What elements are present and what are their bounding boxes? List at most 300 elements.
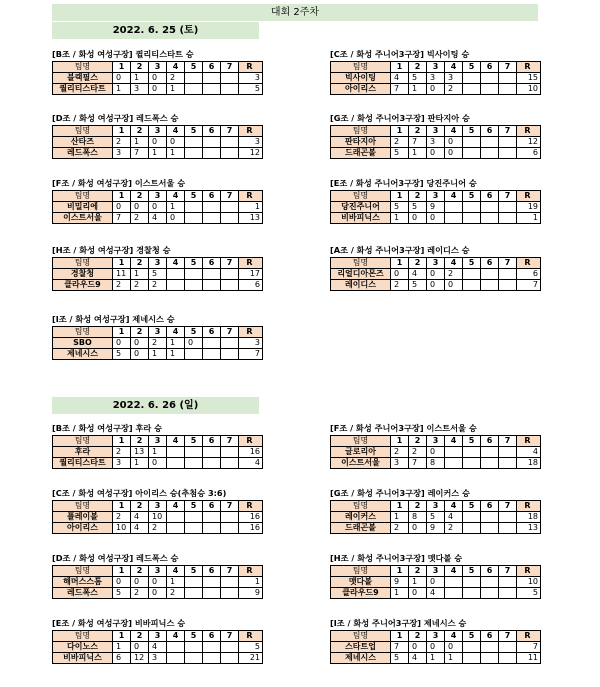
inning-header: 4 [445,436,463,447]
total-runs: 3 [239,73,263,84]
inning-score [463,447,481,458]
inning-score [221,577,239,588]
inning-score [445,577,463,588]
inning-score [221,588,239,599]
inning-score [221,148,239,159]
inning-score [499,84,517,95]
inning-header: 6 [481,436,499,447]
game-title: [E조 / 화성 주니어3구장] 당진주니어 승 [330,178,477,188]
runs-header: R [517,436,541,447]
inning-header: 4 [167,62,185,73]
inning-score [481,137,499,148]
inning-header: 2 [409,566,427,577]
inning-score: 8 [409,512,427,523]
inning-score: 2 [391,447,409,458]
inning-score: 2 [149,338,167,349]
inning-score: 2 [445,523,463,534]
inning-score: 4 [445,512,463,523]
inning-score [499,523,517,534]
score-table [330,565,541,599]
inning-score: 0 [445,148,463,159]
score-header-row [331,631,541,642]
team-row [331,642,541,653]
inning-score [203,458,221,469]
inning-score [185,137,203,148]
total-runs: 10 [517,84,541,95]
team-name: 블랙필스 [53,73,113,84]
inning-score [481,447,499,458]
inning-score [481,512,499,523]
team-row [331,213,541,224]
game-card [52,313,262,360]
game-title: [I조 / 화성 주니어3구장] 제네시스 승 [330,618,467,628]
inning-header: 2 [131,62,149,73]
inning-score: 1 [149,349,167,360]
team-column-header: 팀명 [53,327,113,338]
team-row [53,512,263,523]
inning-score [185,269,203,280]
inning-score: 7 [409,458,427,469]
inning-header: 5 [185,501,203,512]
inning-header: 7 [499,436,517,447]
inning-score: 2 [149,280,167,291]
runs-header: R [239,566,263,577]
inning-header: 4 [167,436,185,447]
inning-header: 5 [185,62,203,73]
team-row [331,512,541,523]
inning-score [499,458,517,469]
inning-score: 8 [427,458,445,469]
inning-header: 2 [131,327,149,338]
total-runs: 16 [239,447,263,458]
game-card [52,487,262,534]
inning-header: 1 [113,327,131,338]
game-title: [E조 / 화성 여성구장] 비바피닉스 승 [52,618,186,628]
inning-score: 0 [409,588,427,599]
inning-score [221,84,239,95]
inning-score: 5 [391,653,409,664]
total-runs: 17 [239,269,263,280]
inning-score [445,458,463,469]
inning-header: 6 [203,631,221,642]
team-column-header: 팀명 [53,566,113,577]
inning-header: 4 [445,501,463,512]
score-table [52,435,263,469]
team-row [53,269,263,280]
team-name: 경찰청 [53,269,113,280]
inning-score [203,653,221,664]
inning-header: 3 [149,327,167,338]
game-title: [A조 / 화성 주니어3구장] 레이디스 승 [330,245,470,255]
inning-score [481,523,499,534]
inning-score [481,588,499,599]
inning-header: 6 [203,327,221,338]
inning-score [185,349,203,360]
score-table [52,257,263,291]
inning-score: 1 [167,148,185,159]
game-card [52,422,262,469]
team-row [53,642,263,653]
team-column-header: 팀명 [331,501,391,512]
inning-score: 0 [149,84,167,95]
inning-header: 1 [113,62,131,73]
inning-header: 6 [203,126,221,137]
inning-header: 5 [463,62,481,73]
inning-header: 3 [427,501,445,512]
inning-score: 1 [409,84,427,95]
inning-score [203,447,221,458]
inning-score: 2 [113,137,131,148]
team-name: 레드폭스 [53,148,113,159]
inning-header: 4 [167,327,185,338]
inning-score: 3 [113,458,131,469]
inning-score: 0 [409,523,427,534]
inning-header: 4 [445,191,463,202]
inning-score: 5 [391,202,409,213]
inning-header: 2 [131,436,149,447]
date-header: 2022. 6. 26 (일) [52,397,259,414]
team-row [331,269,541,280]
inning-score: 6 [113,653,131,664]
inning-score: 2 [445,84,463,95]
inning-score [445,202,463,213]
inning-score: 13 [131,447,149,458]
inning-score [167,280,185,291]
inning-header: 2 [409,126,427,137]
inning-header: 3 [149,126,167,137]
inning-score [481,577,499,588]
team-name: 비밀리에 [53,202,113,213]
inning-header: 4 [445,62,463,73]
score-table [52,125,263,159]
team-name: 퀄리티스타트 [53,458,113,469]
runs-header: R [517,566,541,577]
inning-header: 6 [481,191,499,202]
inning-score [221,213,239,224]
inning-header: 4 [445,566,463,577]
inning-header: 7 [499,501,517,512]
team-name: 클라우드9 [53,280,113,291]
game-title: [H조 / 화성 여성구장] 경찰청 승 [52,245,171,255]
inning-header: 5 [463,631,481,642]
inning-score [463,269,481,280]
inning-score: 2 [131,280,149,291]
score-header-row [53,501,263,512]
inning-header: 5 [185,631,203,642]
inning-score: 5 [409,280,427,291]
team-name: 제네시스 [331,653,391,664]
team-column-header: 팀명 [53,631,113,642]
inning-score: 2 [113,280,131,291]
inning-header: 7 [499,258,517,269]
inning-header: 1 [391,566,409,577]
score-table [52,630,263,664]
inning-score [481,202,499,213]
inning-score: 4 [391,73,409,84]
inning-score: 1 [391,213,409,224]
inning-score: 0 [167,137,185,148]
team-name: 플레이볼 [53,512,113,523]
inning-score [499,148,517,159]
score-table [330,630,541,664]
inning-header: 6 [481,501,499,512]
score-header-row [331,501,541,512]
inning-score: 12 [131,653,149,664]
team-name: SBO [53,338,113,349]
score-header-row [53,436,263,447]
inning-score: 1 [409,148,427,159]
inning-score: 5 [427,512,445,523]
score-header-row [331,62,541,73]
inning-score [463,280,481,291]
inning-score [499,512,517,523]
inning-header: 3 [427,62,445,73]
team-column-header: 팀명 [53,191,113,202]
inning-score: 7 [391,642,409,653]
inning-score: 7 [409,137,427,148]
inning-score [203,349,221,360]
score-header-row [53,566,263,577]
team-row [331,148,541,159]
team-row [53,73,263,84]
game-title: [G조 / 화성 주니어3구장] 판타지아 승 [330,113,470,123]
inning-score [167,642,185,653]
inning-score [185,202,203,213]
score-header-row [331,191,541,202]
inning-score [203,338,221,349]
team-row [53,458,263,469]
inning-score: 1 [113,84,131,95]
inning-score: 2 [391,280,409,291]
total-runs: 11 [517,653,541,664]
inning-header: 3 [427,191,445,202]
game-title: [H조 / 화성 주니어3구장] 맷다볼 승 [330,553,463,563]
inning-header: 1 [113,191,131,202]
inning-score [221,642,239,653]
team-row [331,202,541,213]
inning-header: 7 [499,566,517,577]
team-name: 아이리스 [53,523,113,534]
score-table [330,500,541,534]
inning-header: 1 [391,501,409,512]
total-runs: 3 [239,137,263,148]
team-row [53,148,263,159]
inning-score: 2 [131,213,149,224]
team-row [331,458,541,469]
inning-header: 6 [203,62,221,73]
inning-score: 1 [391,588,409,599]
inning-score [203,148,221,159]
inning-score [481,213,499,224]
inning-score: 2 [445,269,463,280]
inning-score: 7 [391,84,409,95]
inning-header: 3 [427,258,445,269]
inning-score: 9 [427,202,445,213]
inning-score: 0 [409,213,427,224]
inning-score [481,269,499,280]
game-card [330,48,540,95]
inning-header: 5 [463,191,481,202]
team-row [331,588,541,599]
inning-score [221,349,239,360]
team-name: 제네시스 [53,349,113,360]
inning-score: 0 [427,269,445,280]
inning-score: 2 [113,512,131,523]
inning-score [203,84,221,95]
total-runs: 12 [239,148,263,159]
inning-score: 0 [445,280,463,291]
inning-score: 0 [391,269,409,280]
inning-score [185,642,203,653]
game-card [52,48,262,95]
inning-header: 5 [185,191,203,202]
score-table [52,190,263,224]
inning-header: 4 [445,126,463,137]
score-header-row [331,436,541,447]
total-runs: 3 [239,338,263,349]
inning-score [185,280,203,291]
inning-score: 0 [149,577,167,588]
team-row [53,523,263,534]
total-runs: 18 [517,458,541,469]
inning-score [185,84,203,95]
inning-score [185,588,203,599]
inning-score [185,523,203,534]
inning-header: 5 [185,327,203,338]
inning-header: 5 [463,566,481,577]
total-runs: 10 [517,577,541,588]
inning-score [203,269,221,280]
inning-header: 2 [131,258,149,269]
inning-score: 0 [445,642,463,653]
inning-score [221,280,239,291]
team-name: 드래곤볼 [331,148,391,159]
team-name: 판타지아 [331,137,391,148]
inning-score: 4 [131,523,149,534]
inning-score [203,588,221,599]
inning-header: 3 [149,501,167,512]
inning-score: 10 [113,523,131,534]
inning-score: 3 [131,84,149,95]
inning-header: 1 [113,126,131,137]
inning-score: 4 [427,588,445,599]
inning-header: 1 [113,566,131,577]
inning-score [499,577,517,588]
inning-header: 5 [185,258,203,269]
inning-header: 7 [221,62,239,73]
inning-header: 7 [221,327,239,338]
total-runs: 6 [517,269,541,280]
team-row [53,213,263,224]
team-column-header: 팀명 [53,126,113,137]
inning-score: 0 [427,148,445,159]
inning-score: 0 [409,642,427,653]
inning-header: 1 [391,62,409,73]
team-row [331,653,541,664]
inning-header: 4 [167,631,185,642]
team-row [331,280,541,291]
inning-score: 0 [445,137,463,148]
inning-score: 3 [445,73,463,84]
inning-score: 0 [427,280,445,291]
game-title: [D조 / 화성 여성구장] 레드폭스 승 [52,113,179,123]
team-name: 퀄리티스타트 [53,84,113,95]
inning-score: 0 [427,84,445,95]
team-name: 당진주니어 [331,202,391,213]
inning-score [221,269,239,280]
inning-score: 5 [149,269,167,280]
inning-score: 2 [149,523,167,534]
team-name: 레이디스 [331,280,391,291]
inning-score [463,213,481,224]
inning-score: 0 [113,73,131,84]
score-table [330,257,541,291]
total-runs: 13 [239,213,263,224]
game-card [330,487,540,534]
inning-score [463,523,481,534]
team-row [53,349,263,360]
inning-score [481,458,499,469]
inning-score: 1 [131,458,149,469]
score-header-row [53,126,263,137]
inning-score: 4 [409,653,427,664]
team-name: 레이커스 [331,512,391,523]
game-card [52,244,262,291]
team-column-header: 팀명 [331,62,391,73]
inning-score [481,73,499,84]
inning-score [221,512,239,523]
inning-score [203,280,221,291]
inning-score [185,512,203,523]
inning-score: 1 [167,577,185,588]
inning-header: 3 [149,62,167,73]
inning-header: 4 [167,126,185,137]
inning-header: 1 [113,631,131,642]
inning-header: 3 [149,631,167,642]
inning-header: 1 [391,126,409,137]
inning-score [167,653,185,664]
total-runs: 1 [239,577,263,588]
inning-score: 9 [427,523,445,534]
inning-header: 5 [185,566,203,577]
inning-header: 2 [131,566,149,577]
inning-header: 7 [221,258,239,269]
game-card [330,552,540,599]
inning-score: 1 [391,512,409,523]
game-card [52,552,262,599]
team-column-header: 팀명 [53,436,113,447]
inning-score [185,73,203,84]
inning-score: 0 [427,577,445,588]
inning-header: 3 [427,436,445,447]
game-card [52,177,262,224]
inning-score [463,512,481,523]
inning-score [463,458,481,469]
inning-score [463,588,481,599]
runs-header: R [239,501,263,512]
inning-header: 6 [203,258,221,269]
team-column-header: 팀명 [53,501,113,512]
inning-score: 3 [427,137,445,148]
game-title: [F조 / 화성 여성구장] 이스트서울 승 [52,178,186,188]
inning-header: 4 [445,258,463,269]
inning-score: 9 [391,577,409,588]
inning-header: 2 [409,436,427,447]
team-column-header: 팀명 [53,62,113,73]
inning-score: 1 [167,202,185,213]
score-header-row [331,126,541,137]
total-runs: 5 [239,642,263,653]
